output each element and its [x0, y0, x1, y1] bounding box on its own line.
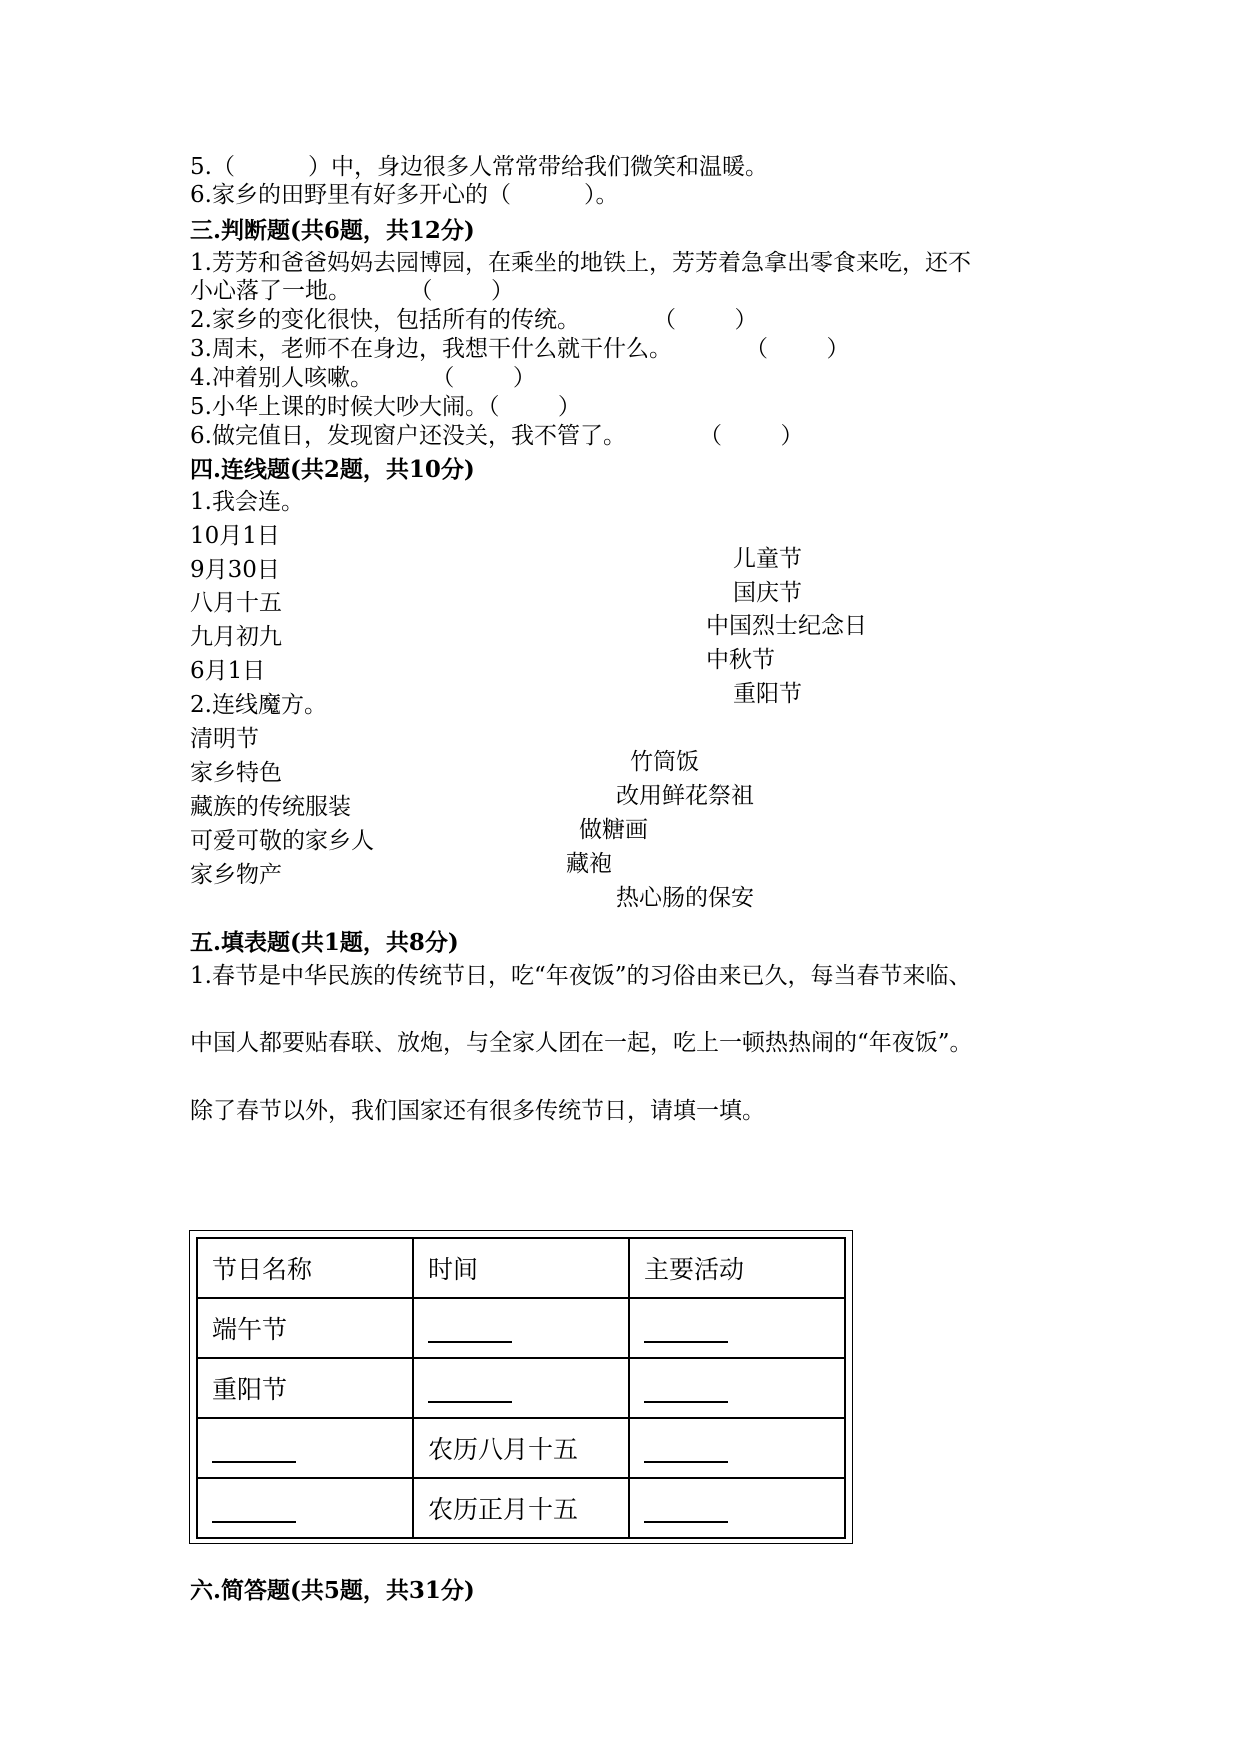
match-left-item: 藏族的传统服装 [190, 794, 351, 820]
table-cell-blank[interactable] [629, 1358, 845, 1418]
table-cell: 农历正月十五 [413, 1478, 629, 1538]
answer-blank-line[interactable] [644, 1511, 728, 1523]
match-left-item: 6月1日 [190, 658, 266, 684]
match-right-item: 热心肠的保安 [616, 885, 754, 911]
match-left-item: 清明节 [190, 726, 259, 752]
fill-question-5: 5.（ ）中，身边很多人常常带给我们微笑和温暖。 [190, 154, 769, 180]
table-cell: 重阳节 [197, 1358, 413, 1418]
judge-question-1-line1: 1.芳芳和爸爸妈妈去园博园，在乘坐的地铁上，芳芳着急拿出零食来吃，还不 [190, 250, 971, 276]
match-question-2-title: 2.连线魔方。 [190, 692, 327, 718]
match-right-item: 中秋节 [706, 647, 775, 673]
match-right-item: 改用鲜花祭祖 [616, 783, 754, 809]
match-question-1-title: 1.我会连。 [190, 489, 304, 515]
answer-blank-line[interactable] [428, 1331, 512, 1343]
table-row [197, 1478, 845, 1538]
judge-question-2: 2.家乡的变化很快，包括所有的传统。 （ ） [190, 307, 758, 333]
judge-question-3: 3.周末，老师不在身边，我想干什么就干什么。 （ ） [190, 336, 850, 362]
match-left-item: 家乡物产 [190, 862, 282, 888]
judge-question-1-line2: 小心落了一地。 （ ） [190, 278, 514, 304]
match-right-item: 竹筒饭 [630, 749, 699, 775]
section-heading-judge: 三.判断题(共6题，共12分) [190, 217, 475, 244]
table-cell: 农历八月十五 [413, 1418, 629, 1478]
table-question-paragraph: 1.春节是中华民族的传统节日，吃“年夜饭”的习俗由来已久，每当春节来临、 [190, 963, 972, 989]
answer-blank-line[interactable] [644, 1331, 728, 1343]
festival-table-frame [189, 1230, 853, 1544]
table-cell-blank[interactable] [413, 1358, 629, 1418]
match-right-item: 重阳节 [733, 681, 802, 707]
table-header-row [197, 1238, 845, 1298]
judge-question-5: 5.小华上课的时候大吵大闹。（ ） [190, 394, 581, 420]
fill-question-6: 6.家乡的田野里有好多开心的（ ）。 [190, 182, 619, 208]
match-right-item: 国庆节 [733, 580, 802, 606]
match-right-item: 做糖画 [579, 817, 648, 843]
section-heading-short-answer: 六.简答题(共5题，共31分) [190, 1577, 475, 1604]
match-left-item: 9月30日 [190, 557, 280, 583]
table-question-paragraph: 中国人都要贴春联、放炮，与全家人团在一起，吃上一顿热热闹的“年夜饭”。 [190, 1030, 973, 1056]
table-cell-blank[interactable] [197, 1418, 413, 1478]
table-question-paragraph: 除了春节以外，我们国家还有很多传统节日，请填一填。 [190, 1098, 765, 1124]
match-left-item: 八月十五 [190, 590, 282, 616]
table-cell: 端午节 [197, 1298, 413, 1358]
match-right-item: 藏袍 [566, 851, 612, 877]
table-header-cell: 时间 [413, 1238, 629, 1298]
judge-question-4: 4.冲着别人咳嗽。 （ ） [190, 365, 536, 391]
answer-blank-line[interactable] [644, 1451, 728, 1463]
table-cell-blank[interactable] [629, 1298, 845, 1358]
table-cell-blank[interactable] [413, 1298, 629, 1358]
table-cell-blank[interactable] [629, 1418, 845, 1478]
festival-table [196, 1237, 846, 1539]
match-left-item: 家乡特色 [190, 760, 282, 786]
table-row [197, 1298, 845, 1358]
table-header-cell: 节日名称 [197, 1238, 413, 1298]
answer-blank-line[interactable] [644, 1391, 728, 1403]
table-row [197, 1358, 845, 1418]
table-cell-blank[interactable] [629, 1478, 845, 1538]
section-heading-table: 五.填表题(共1题，共8分) [190, 929, 459, 956]
answer-blank-line[interactable] [428, 1391, 512, 1403]
match-right-item: 中国烈士纪念日 [706, 613, 867, 639]
section-heading-match: 四.连线题(共2题，共10分) [190, 456, 475, 483]
match-left-item: 10月1日 [190, 523, 280, 549]
match-left-item: 九月初九 [190, 624, 282, 650]
match-left-item: 可爱可敬的家乡人 [190, 828, 374, 854]
table-header-cell: 主要活动 [629, 1238, 845, 1298]
table-row [197, 1418, 845, 1478]
answer-blank-line[interactable] [212, 1511, 296, 1523]
match-right-item: 儿童节 [733, 546, 802, 572]
table-cell-blank[interactable] [197, 1478, 413, 1538]
answer-blank-line[interactable] [212, 1451, 296, 1463]
judge-question-6: 6.做完值日，发现窗户还没关，我不管了。 （ ） [190, 423, 804, 449]
